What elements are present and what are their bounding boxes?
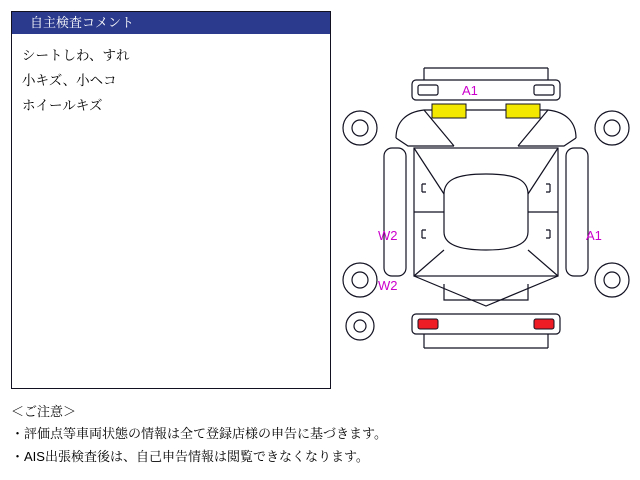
left-side-panel (384, 148, 406, 276)
wheel-rear-right (595, 263, 629, 297)
rear-right-light-highlight (534, 319, 554, 329)
panel-title: 自主検査コメント (12, 12, 330, 34)
notice-line: ・AIS出張検査後は、自己申告情報は閲覧できなくなります。 (11, 449, 369, 464)
rear-left-light-highlight (418, 319, 438, 329)
handle-left-rear (422, 230, 426, 238)
mark-label-w2-left-rear: W2 (378, 278, 398, 293)
front-bumper (412, 80, 560, 100)
hood-right-highlight (506, 104, 540, 118)
comment-line: 小キズ、小ヘコ (22, 73, 117, 88)
wheel-front-right (595, 111, 629, 145)
handle-right-front (546, 184, 550, 192)
mark-label-a1-right: A1 (586, 228, 602, 243)
rear-body-taper (414, 276, 558, 306)
rear-lower-lines (424, 334, 548, 348)
front-body-lines (396, 138, 576, 146)
front-right-light (534, 85, 554, 95)
mark-label-w2-left-front: W2 (378, 228, 398, 243)
wheel-rear-left (343, 263, 377, 297)
handle-right-rear (546, 230, 550, 238)
vehicle-damage-diagram (336, 18, 636, 388)
notice-block (11, 402, 629, 468)
front-left-light (418, 85, 438, 95)
trunk-outline (444, 284, 528, 300)
panel-body (12, 34, 330, 118)
right-side-panel (566, 148, 588, 276)
wheel-front-left (343, 111, 377, 145)
notice-line: ・評価点等車両状態の情報は全て登録店様の申告に基づきます。 (11, 426, 387, 441)
self-inspection-comment-panel (11, 11, 331, 389)
notice-title: ＜ご注意＞ (11, 404, 77, 419)
hood-left-highlight (432, 104, 466, 118)
spare-wheel (346, 312, 374, 340)
roof-outline (444, 174, 528, 250)
mark-label-a1-front: A1 (462, 83, 478, 98)
comment-line: ホイールキズ (22, 98, 103, 113)
front-edge-sides (424, 68, 548, 80)
hood-outline (396, 110, 576, 138)
comment-line: シートしわ、すれ (22, 48, 130, 63)
handle-left-front (422, 184, 426, 192)
